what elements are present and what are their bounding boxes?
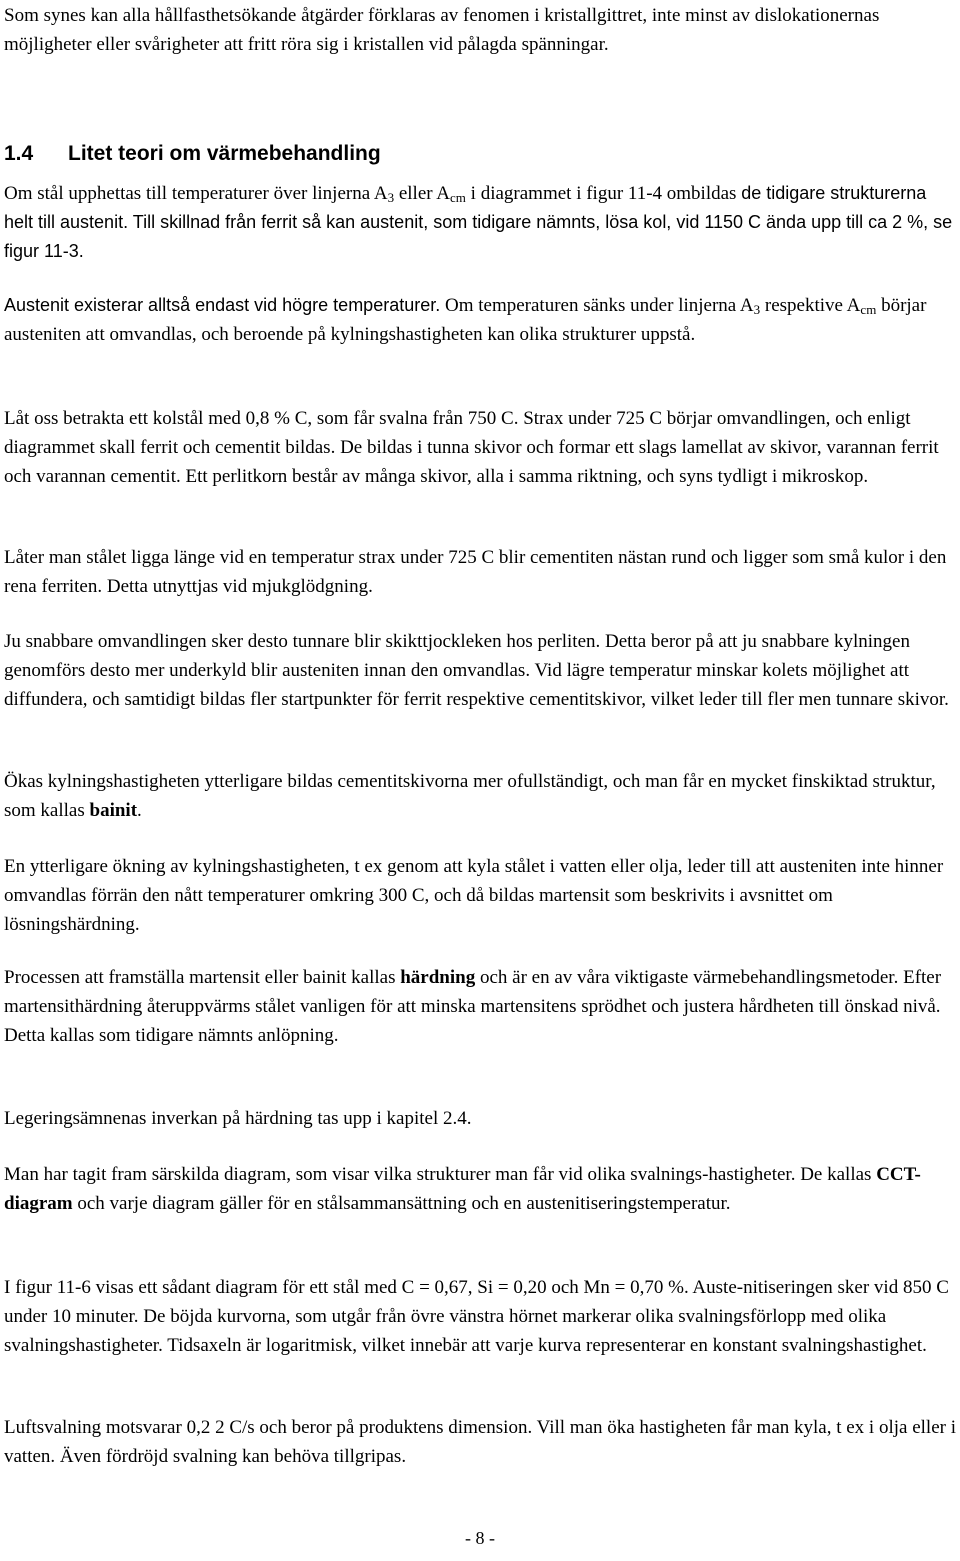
page-number: - 8 - <box>465 1528 495 1548</box>
paragraph-bainit: Ökas kylningshastigheten ytterligare bildas cementitskivorna mer ofullständigt, och man får en mycket finskiktad struktur, som kallas bainit. <box>4 771 936 821</box>
paragraph-skikttjocklek: Ju snabbare omvandlingen sker desto tunnare blir skikttjockleken hos perliten. Detta beror på att ju snabbare kylningen genomförs desto mer underkyld blir austeniten innan den omvandlas. Vid lägre temperatur minskar kolets möjlighet att diffundera, och samtidigt bildas fler startpunkter för ferrit respektive cementitskivor, vilket leder till fler men tunnare skivor. <box>4 631 949 710</box>
section-title: Litet teori om värmebehandling <box>68 142 381 165</box>
paragraph-luftsvalning: Luftsvalning motsvarar 0,2 2 C/s och beror på produktens dimension. Vill man öka hastigheten får man kyla, t ex i olja eller i vatten. Även fördröjd svalning kan behöva tillgripas. <box>4 1417 956 1467</box>
paragraph-legeringsamnen: Legeringsämnenas inverkan på härdning tas upp i kapitel 2.4. <box>4 1108 472 1129</box>
section-heading <box>4 140 381 168</box>
paragraph-figur-11-6: I figur 11-6 visas ett sådant diagram för ett stål med C = 0,67, Si = 0,20 och Mn = 0,70 %. Auste-nitiseringen sker vid 850 C under 10 minuter. De böjda kurvorna, som utgår från övre vänstra hörnet markerar olika svalningsförlopp med olika svalningshastigheter. Tidsaxeln är logaritmisk, vilket innebär att varje kurva representerar en konstant svalningshastighet. <box>4 1277 949 1356</box>
term-cct-diagram: CCT-diagram <box>4 1164 921 1214</box>
paragraph-perlit: Låt oss betrakta ett kolstål med 0,8 % C, som får svalna från 750 C. Strax under 725 C börjar omvandlingen, och enligt diagrammet skall ferrit och cementit bildas. De bildas i tunna skivor och formar ett slags lamellat av skivor, varannan ferrit och varannan cementit. Ett perlitkorn består av många skivor, alla i samma riktning, och syns tydligt i mikroskop. <box>4 408 939 487</box>
paragraph-hardning: Processen att framställa martensit eller bainit kallas härdning och är en av våra viktigaste värmebehandlingsmetoder. Efter martensithärdning återuppvärms stålet vanligen för att minska martensitens sprödhet och justera hårdheten till önskad nivå. Detta kallas som tidigare nämnts anlöpning. <box>4 967 942 1046</box>
intro-paragraph: Som synes kan alla hållfasthetsökande åtgärder förklaras av fenomen i kristallgittret, inte minst av dislokationernas möjligheter eller svårigheter att fritt röra sig i kristallen vid pålagda spänningar. <box>4 5 880 55</box>
section-number: 1.4 <box>4 142 34 165</box>
paragraph-austenit-heating: Om stål upphettas till temperaturer över linjerna $A_3$ eller $A_{cm}$ i diagrammet i figur 11-4 ombildas de tidigare strukturerna helt till austenit. Till skillnad från ferrit så kan austenit, som tidigare nämnts, lösa kol, vid 1150 C ända upp till ca 2 %, se figur 11-3. <box>4 183 953 261</box>
paragraph-austenit-cooling: Austenit existerar alltså endast vid högre temperaturer. Om temperaturen sänks under linjerna $A_3$ respektive $A_{cm}$ börjar austeniten att omvandlas, och beroende på kylningshastigheten kan olika strukturer uppstå. <box>4 295 927 345</box>
paragraph-mjukglodgning: Låter man stålet ligga länge vid en temperatur strax under 725 C blir cementiten nästan rund och ligger som små kulor i den rena ferriten. Detta utnyttjas vid mjukglödgning. <box>4 547 947 597</box>
term-hardning: härdning <box>400 967 476 988</box>
paragraph-cct-diagram: Man har tagit fram särskilda diagram, som visar vilka strukturer man får vid olika svalnings-hastigheter. De kallas CCT-diagram och varje diagram gäller för en stålsammansättning och en austenitiseringstemperatur. <box>4 1164 921 1214</box>
paragraph-martensit: En ytterligare ökning av kylningshastigheten, t ex genom att kyla stålet i vatten eller olja, leder till att austeniten inte hinner omvandlas förrän den nått temperaturer omkring 300 C, och då bildas martensit som beskrivits i avsnittet om lösningshärdning. <box>4 856 944 935</box>
term-bainit: bainit <box>89 800 138 821</box>
